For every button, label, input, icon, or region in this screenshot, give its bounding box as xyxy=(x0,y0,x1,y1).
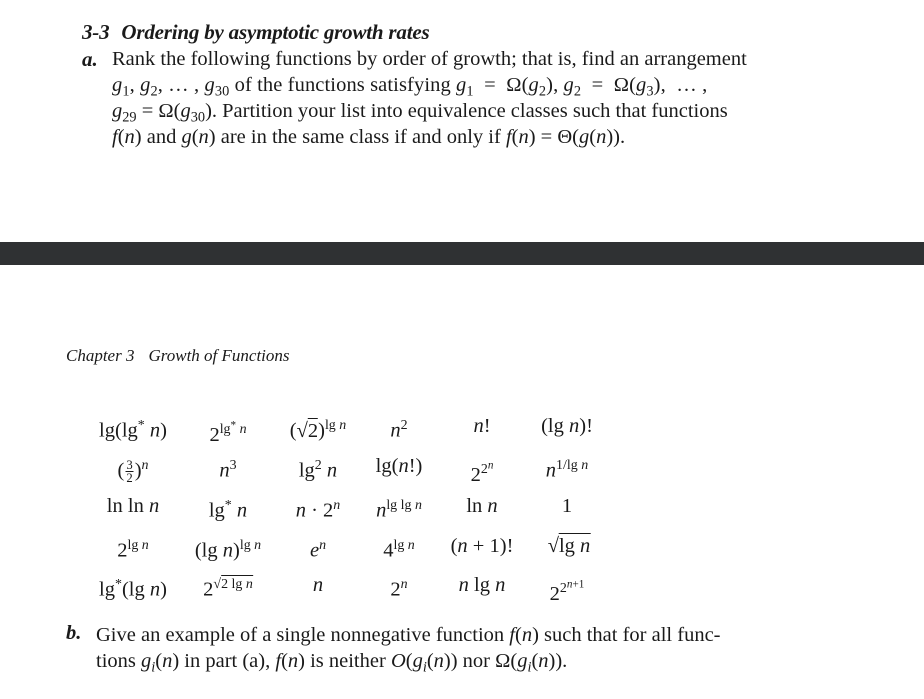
function-cell: lg(n!) xyxy=(375,455,423,477)
problem-title: Ordering by asymptotic growth rates xyxy=(121,20,430,44)
function-cell: $2^{√2 lg n}$ xyxy=(203,577,253,601)
function-cell: (lg n)$^{lg n}$ xyxy=(194,538,262,562)
part-b-line-1: Give an example of a single nonnegative function f(n) such that for all func- xyxy=(96,624,721,646)
chapter-number: Chapter 3 xyxy=(66,346,135,365)
function-cell: √lg n xyxy=(547,535,591,557)
part-b-line-2: tions $g_i(n)$ in part (a), f(n) is neither $O(g_i(n))$ nor $\Omega(g_i(n))$. xyxy=(96,650,568,676)
function-cell: $n^{lg lg n}$ xyxy=(376,498,422,522)
problem-heading xyxy=(82,20,429,45)
function-cell: (n + 1)! xyxy=(450,535,514,557)
function-cell: $e^n$ xyxy=(309,538,327,562)
function-cell: n lg n xyxy=(458,574,506,596)
function-cell: lg(lg* n) xyxy=(99,418,167,442)
part-b-label: b. xyxy=(66,622,82,644)
chapter-header xyxy=(66,346,290,366)
part-a-line-4: f(n) and g(n) are in the same class if and only if f(n) = Θ(g(n)). xyxy=(112,126,626,148)
part-a-line-3: $g_{29} = \Omega(g_{30})$. Partition your list into equivalence classes such that functions xyxy=(112,100,728,126)
function-cell: n xyxy=(312,574,324,596)
function-cell: $n^{1/lg n}$ xyxy=(545,458,589,482)
function-cell: $2^{2^{n+1}}$ xyxy=(549,579,585,606)
function-cell: lg*(lg n) xyxy=(99,577,167,601)
part-a-text xyxy=(112,46,802,150)
function-cell: n! xyxy=(473,415,491,437)
function-cell: $n^3$ xyxy=(219,458,237,482)
function-cell: $4^{lg n}$ xyxy=(383,538,415,562)
problem-number: 3-3 xyxy=(82,20,110,44)
function-cell: $(√2)^{lg n}$ xyxy=(289,418,347,442)
chapter-title: Growth of Functions xyxy=(148,346,290,365)
function-cell: ln n xyxy=(466,495,498,517)
part-a-line-2: $g_1$, $g_2$, … , $g_{30}$ of the functions satisfying $g_1 = \Omega(g_2)$, $g_2 = \Omega(g_3)$, … , xyxy=(112,74,708,100)
part-a-line-1: Rank the following functions by order of growth; that is, find an arrangement xyxy=(112,48,747,70)
function-cell: $2^{lg n}$ xyxy=(117,538,149,562)
function-cell: ( $\frac{3}{2}$ )$^n$ xyxy=(117,457,149,486)
part-a-label: a. xyxy=(82,47,98,71)
function-cell: $n^2$ xyxy=(390,418,408,442)
function-cell: ln ln n xyxy=(106,495,160,517)
function-cell: $n \cdot 2^n$ xyxy=(295,498,341,522)
function-cell: $2^{lg^* n}$ xyxy=(209,420,247,447)
function-cell: $2^{2^n}$ xyxy=(470,460,494,487)
function-cell: $\lg^2 n$ xyxy=(298,458,338,482)
page-divider-bar xyxy=(0,242,924,265)
part-b-text xyxy=(96,622,796,680)
function-cell: 2$^n$ xyxy=(390,577,408,601)
function-cell: (lg n)! xyxy=(541,415,593,437)
function-cell: lg* n xyxy=(208,498,248,522)
function-cell: 1 xyxy=(561,495,573,517)
